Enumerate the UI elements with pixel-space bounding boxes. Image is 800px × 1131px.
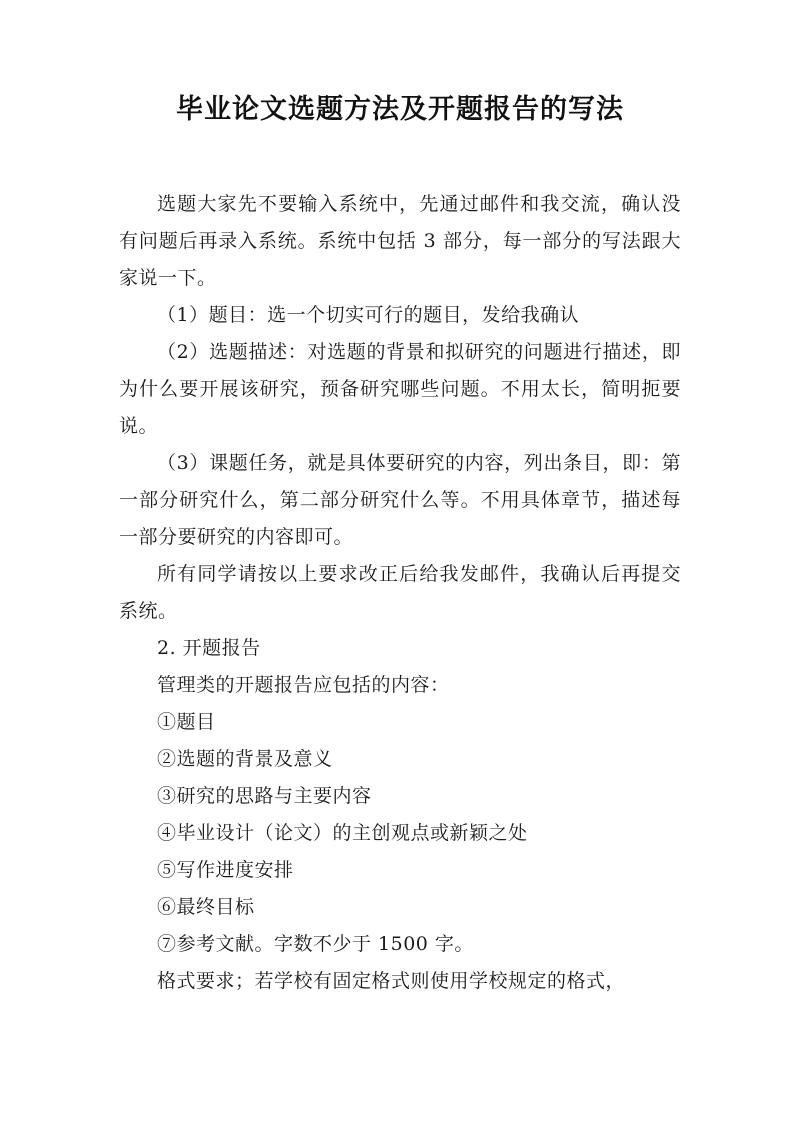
list-item: ⑥最终目标 bbox=[157, 896, 255, 918]
paragraph-intro: 选题大家先不要输入系统中，先通过邮件和我交流，确认没有问题后再录入系统。系统中包括 3 部分，每一部分的写法跟大家说一下。 bbox=[119, 193, 681, 289]
section-heading: 2. 开题报告 bbox=[157, 637, 261, 659]
format-note: 格式要求；若学校有固定格式则使用学校规定的格式， bbox=[157, 970, 626, 992]
paragraph-submit: 所有同学请按以上要求改正后给我发邮件，我确认后再提交系统。 bbox=[119, 563, 681, 622]
document-title: 毕业论文选题方法及开题报告的写法 bbox=[176, 94, 624, 125]
list-item: ⑦参考文献。字数不少于 1500 字。 bbox=[157, 933, 474, 955]
list-item: ④毕业设计（论文）的主创观点或新颖之处 bbox=[157, 822, 528, 844]
list-item: ①题目 bbox=[157, 711, 216, 733]
list-item: ②选题的背景及意义 bbox=[157, 748, 333, 770]
section-intro: 管理类的开题报告应包括的内容： bbox=[157, 674, 450, 696]
list-item: ③研究的思路与主要内容 bbox=[157, 785, 372, 807]
document-body bbox=[119, 186, 681, 1000]
paragraph-task: （3）课题任务，就是具体要研究的内容，列出条目，即：第一部分研究什么，第二部分研究什么等。不用具体章节，描述每一部分要研究的内容即可。 bbox=[119, 452, 681, 548]
paragraph-topic: （1）题目：选一个切实可行的题目，发给我确认 bbox=[157, 304, 580, 326]
list-item: ⑤写作进度安排 bbox=[157, 859, 294, 881]
paragraph-description: （2）选题描述：对选题的背景和拟研究的问题进行描述，即为什么要开展该研究，预备研究哪些问题。不用太长，简明扼要说。 bbox=[119, 341, 681, 437]
